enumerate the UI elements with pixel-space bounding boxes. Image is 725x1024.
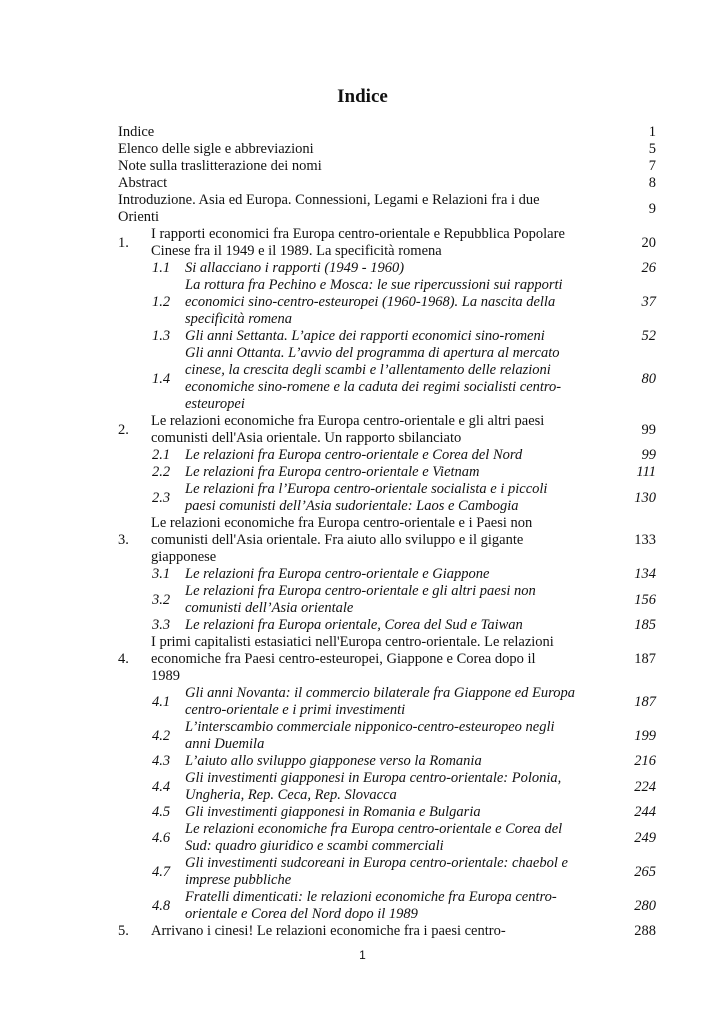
toc-entry-title: L’interscambio commerciale nipponico-centro-esteuropeo negli anni Duemila [185, 719, 555, 752]
toc-entry-page: 265 [634, 863, 656, 880]
toc-entry-page: 133 [634, 532, 656, 548]
toc-section-entry[interactable] [118, 821, 656, 855]
toc-entry-title: Gli anni Novanta: il commercio bilaterale fra Giappone ed Europa centro-orientale e i primi investimenti [185, 685, 575, 718]
toc-section-entry[interactable] [118, 583, 656, 617]
toc-entry-number: 2.1 [152, 447, 171, 463]
toc-section-entry[interactable] [118, 277, 656, 328]
toc-entry-number: 4. [118, 651, 129, 667]
page-title: Indice [337, 86, 388, 107]
toc-entry-page: 199 [634, 727, 656, 744]
toc-section-entry[interactable] [118, 345, 656, 413]
toc-section-entry[interactable] [118, 260, 656, 277]
toc-entry-number: 4.5 [152, 804, 171, 820]
toc-entry-number: 4.4 [152, 778, 171, 795]
toc-entry-page: 8 [648, 175, 656, 191]
toc-entry-title: Gli anni Ottanta. L’avvio del programma di apertura al mercato cinese, la crescita degli scambi e l’allentamento delle relazioni economiche sino-romene e la caduta dei regimi socialisti centro-esteuropei [185, 345, 562, 412]
toc-entry-title: Le relazioni fra l’Europa centro-orientale socialista e i piccoli paesi comunisti dell’Asia sudorientale: Laos e Cambogia [185, 481, 548, 514]
toc-chapter-entry[interactable] [118, 413, 656, 447]
toc-section-entry[interactable] [118, 566, 656, 583]
toc-section-entry[interactable] [118, 481, 656, 515]
toc-entry-title: Si allacciano i rapporti (1949 - 1960) [185, 260, 405, 276]
toc-entry-number: 4.7 [152, 863, 171, 880]
toc-entry-title: Elenco delle sigle e abbreviazioni [118, 141, 314, 157]
toc-entry[interactable] [118, 192, 656, 226]
toc-entry-number: 5. [118, 923, 129, 939]
toc-entry-page: 9 [648, 200, 656, 217]
toc-entry-number: 4.6 [152, 829, 171, 846]
toc-entry-page: 111 [636, 464, 656, 480]
toc-entry-number: 4.1 [152, 693, 171, 710]
toc-entry-title: Le relazioni economiche fra Europa centro-orientale e Corea del Sud: quadro giuridico e scambi commerciali [185, 821, 563, 854]
toc-entry-title: Indice [118, 124, 155, 140]
page-number: 1 [359, 948, 366, 962]
toc-entry-page: 80 [641, 370, 656, 387]
toc-entry-number: 2.2 [152, 464, 171, 480]
toc-entry-number: 4.2 [152, 727, 171, 744]
toc-entry[interactable] [118, 141, 656, 158]
toc-entry-title: I primi capitalisti estasiatici nell'Europa centro-orientale. Le relazioni economiche fra Paesi centro-esteuropei, Giappone e Corea dopo il 1989 [151, 634, 554, 684]
toc-entry-title: Le relazioni fra Europa orientale, Corea del Sud e Taiwan [185, 617, 523, 633]
toc-section-entry[interactable] [118, 328, 656, 345]
toc-section-entry[interactable] [118, 447, 656, 464]
toc-section-entry[interactable] [118, 685, 656, 719]
toc-chapter-entry[interactable] [118, 226, 656, 260]
toc-entry-page: 187 [634, 693, 656, 710]
toc-entry-page: 216 [634, 753, 656, 769]
toc-entry-title: Gli investimenti giapponesi in Romania e Bulgaria [185, 804, 481, 820]
toc-entry-page: 52 [641, 328, 656, 344]
toc-entry-page: 288 [634, 923, 656, 939]
toc-entry-page: 37 [641, 294, 656, 310]
toc-chapter-entry[interactable] [118, 515, 656, 566]
toc-entry-number: 3. [118, 532, 129, 548]
toc-entry-title: I rapporti economici fra Europa centro-orientale e Repubblica Popolare Cinese fra il 1949 e il 1989. La specificità romena [151, 226, 565, 259]
table-of-contents [118, 124, 656, 940]
toc-entry-page: 5 [648, 141, 656, 157]
toc-entry-number: 4.3 [152, 753, 171, 769]
toc-section-entry[interactable] [118, 719, 656, 753]
toc-entry[interactable] [118, 158, 656, 175]
toc-entry-number: 1.2 [152, 294, 171, 310]
toc-entry-title: Introduzione. Asia ed Europa. Connessioni, Legami e Relazioni fra i due Orienti [118, 192, 540, 225]
toc-entry-page: 1 [648, 124, 656, 140]
toc-entry-title: Arrivano i cinesi! Le relazioni economiche fra i paesi centro- [151, 923, 506, 939]
toc-entry-number: 1.4 [152, 370, 171, 387]
toc-entry[interactable] [118, 124, 656, 141]
toc-entry-number: 3.3 [152, 617, 171, 633]
toc-entry-title: Abstract [118, 175, 168, 191]
toc-entry-page: 185 [634, 617, 656, 633]
toc-entry-title: Le relazioni fra Europa centro-orientale e Corea del Nord [185, 447, 523, 463]
toc-entry-page: 134 [634, 566, 656, 582]
toc-entry-title: Gli investimenti giapponesi in Europa centro-orientale: Polonia, Ungheria, Rep. Ceca, Rep. Slovacca [185, 770, 562, 803]
toc-section-entry[interactable] [118, 770, 656, 804]
toc-chapter-entry[interactable] [118, 634, 656, 685]
toc-entry-title: Note sulla traslitterazione dei nomi [118, 158, 322, 174]
toc-entry-title: L’aiuto allo sviluppo giapponese verso la Romania [185, 753, 482, 769]
toc-entry-page: 244 [634, 804, 656, 820]
toc-section-entry[interactable] [118, 464, 656, 481]
toc-entry-title: Gli investimenti sudcoreani in Europa centro-orientale: chaebol e imprese pubbliche [185, 855, 568, 888]
toc-section-entry[interactable] [118, 753, 656, 770]
toc-entry-page: 130 [634, 489, 656, 506]
toc-entry-number: 1. [118, 234, 129, 251]
toc-entry-title: La rottura fra Pechino e Mosca: le sue ripercussioni sui rapporti economici sino-centro-esteuropei (1960-1968). La nascita della specificità romena [185, 277, 563, 327]
toc-entry-title: Fratelli dimenticati: le relazioni economiche fra Europa centro-orientale e Corea del Nord dopo il 1989 [185, 889, 557, 922]
toc-entry-number: 4.8 [152, 897, 171, 914]
toc-entry-page: 249 [634, 829, 656, 846]
toc-entry-title: Le relazioni fra Europa centro-orientale e Vietnam [185, 464, 480, 480]
toc-entry-number: 3.2 [152, 591, 171, 608]
toc-section-entry[interactable] [118, 804, 656, 821]
toc-entry-number: 2. [118, 421, 129, 438]
toc-entry-page: 156 [634, 591, 656, 608]
toc-entry-page: 224 [634, 778, 656, 795]
toc-entry-page: 187 [634, 651, 656, 667]
toc-section-entry[interactable] [118, 617, 656, 634]
toc-section-entry[interactable] [118, 889, 656, 923]
toc-entry-title: Le relazioni economiche fra Europa centro-orientale e gli altri paesi comunisti dell'Asia orientale. Un rapporto sbilanciato [151, 413, 545, 446]
toc-entry[interactable] [118, 175, 656, 192]
toc-entry-page: 280 [634, 897, 656, 914]
toc-entry-number: 2.3 [152, 489, 171, 506]
toc-entry-page: 99 [641, 447, 656, 463]
toc-entry-page: 26 [641, 260, 656, 276]
toc-section-entry[interactable] [118, 855, 656, 889]
toc-entry-number: 3.1 [152, 566, 171, 582]
toc-entry-page: 7 [648, 158, 656, 174]
toc-entry-page: 20 [641, 234, 656, 251]
toc-entry-title: Le relazioni economiche fra Europa centro-orientale e i Paesi non comunisti dell'Asia orientale. Fra aiuto allo sviluppo e il gigante giapponese [151, 515, 533, 565]
toc-chapter-entry[interactable] [118, 923, 656, 940]
toc-entry-title: Gli anni Settanta. L’apice dei rapporti economici sino-romeni [185, 328, 545, 344]
toc-entry-title: Le relazioni fra Europa centro-orientale e Giappone [185, 566, 490, 582]
toc-entry-number: 1.1 [152, 260, 171, 276]
toc-entry-title: Le relazioni fra Europa centro-orientale e gli altri paesi non comunisti dell’Asia orientale [185, 583, 536, 616]
toc-entry-number: 1.3 [152, 328, 171, 344]
toc-entry-page: 99 [641, 421, 656, 438]
